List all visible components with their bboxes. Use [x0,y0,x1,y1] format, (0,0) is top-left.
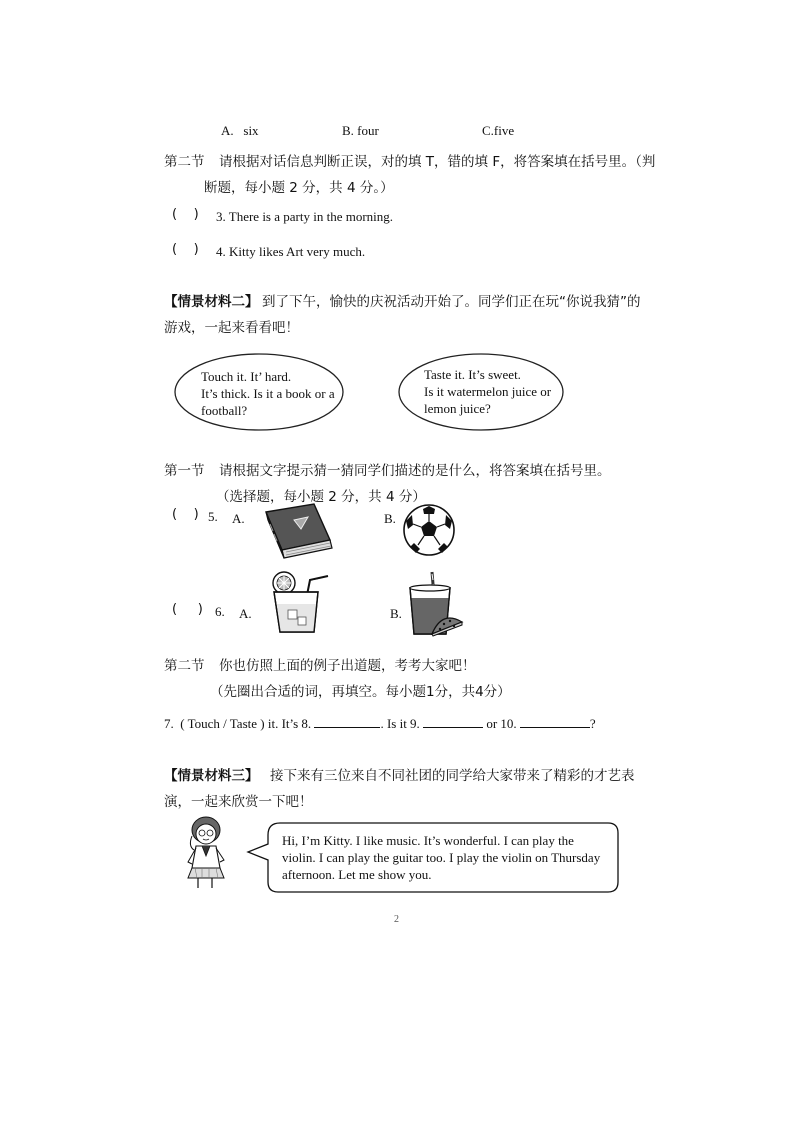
answer-paren[interactable]: ( ) [172,242,199,257]
question-4: 4. Kitty likes Art very much. [216,244,366,259]
answer-paren[interactable]: ( ) [172,507,199,522]
kitty-speech-text [282,832,600,883]
kitty-speech-line: afternoon. Let me show you. [282,867,432,882]
scene-description: 接下来有三位来自不同社团的同学给大家带来了精彩的才艺表 [270,768,635,784]
question-3: 3. There is a party in the morning. [216,209,394,224]
question-6-number: 6. [215,604,225,619]
page-number: 2 [394,914,399,925]
option-a: A. six [221,123,259,138]
section-subtitle: （选择题，每小题 2 分，共 4 分） [216,489,426,505]
question-7-text: ? [589,716,596,731]
bubble-left-line: Touch it. It’ hard. [201,369,292,384]
option-c: C.five [482,123,515,138]
section-title: 第一节 [164,463,205,479]
option-b-label: B. [384,511,396,526]
section-instruction: 请根据对话信息判断正误，对的填 T，错的填 F，将答案填在括号里。（判 [219,154,656,170]
bubble-left-line: It’s thick. Is it a book or a [201,386,335,401]
question-7-text: . Is it 9. [380,716,420,731]
option-a-label: A. [232,511,245,526]
option-b-label: B. [390,606,402,621]
scene-description-cont: 游戏，一起来看看吧！ [164,320,299,336]
scene-description-cont: 演，一起来欣赏一下吧！ [164,794,313,810]
option-b: B. four [342,123,379,138]
kitty-speech-line: Hi, I’m Kitty. I like music. It’s wonderful. I can play the [282,833,574,848]
section-title: 第二节 [164,658,205,674]
bubble-right-line: Taste it. It’s sweet. [424,367,521,382]
bubble-right-line: Is it watermelon juice or [424,384,552,399]
answer-paren[interactable]: ( ) [172,207,199,222]
section-instruction: 请根据文字提示猜一猜同学们描述的是什么，将答案填在括号里。 [219,463,611,479]
section-subtitle: （先圈出合适的词，再填空。每小题1分，共4分） [210,684,511,700]
question-5-number: 5. [208,509,218,524]
scene-label: 【情景材料三】 [164,768,259,784]
bubble-left-line: football? [201,403,248,418]
question-7-text: 7. ( Touch / Taste ) it. It’s 8. [164,716,312,731]
question-7-text: or 10. [486,716,517,731]
section-instruction-cont: 断题，每小题 2 分，共 4 分。） [204,180,394,196]
answer-paren[interactable]: ( ) [172,602,203,617]
option-a-label: A. [239,606,252,621]
scene-label: 【情景材料二】 [164,294,259,310]
bubble-right-line: lemon juice? [424,401,491,416]
scene-description: 到了下午，愉快的庆祝活动开始了。同学们正在玩“你说我猜”的 [262,294,641,310]
section-title: 第二节 [164,154,205,170]
kitty-speech-line: violin. I can play the guitar too. I play the violin on Thursday [282,850,601,865]
section-instruction: 你也仿照上面的例子出道题，考考大家吧！ [219,658,476,674]
